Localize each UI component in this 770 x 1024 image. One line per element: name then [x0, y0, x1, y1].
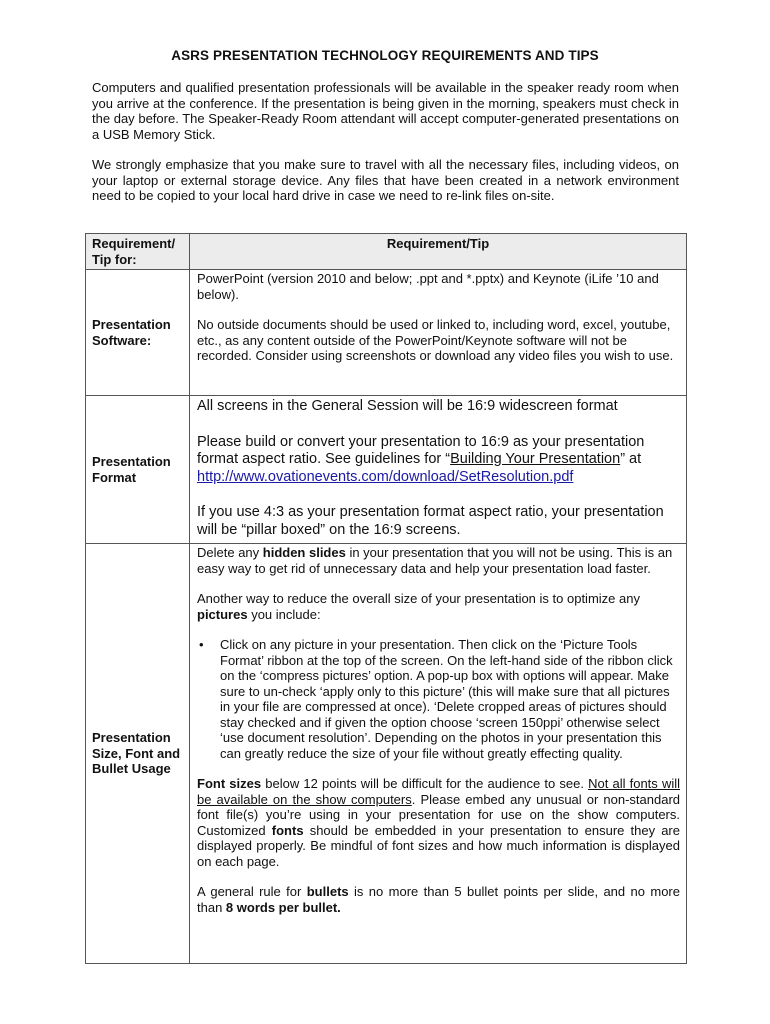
- optimize-pictures-text: Another way to reduce the overall size of your presentation is to optimize any pictures you include:: [197, 591, 640, 622]
- row-content-format: [190, 396, 687, 544]
- set-resolution-url-link[interactable]: http://www.ovationevents.com/download/SetResolution.pdf: [197, 468, 574, 485]
- hidden-slides-text: Delete any hidden slides in your presentation that you will not be using. This is an easy way to get rid of unnecessary data and help your presentation load faster.: [197, 545, 673, 576]
- column-header-requirement: Requirement/Tip: [190, 234, 687, 270]
- bullet-icon: •: [199, 637, 204, 652]
- row-content-size-font-bullet: [190, 544, 687, 964]
- intro-paragraph-2: We strongly emphasize that you make sure to travel with all the necessary files, including videos, on your laptop or external storage device. Any files that have been created in a network environment need to be copied to your local hard drive in case we need to re-link files on-site.: [92, 157, 679, 203]
- table-row: [86, 270, 687, 396]
- intro-paragraph-1: Computers and qualified presentation professionals will be available in the speaker ready room when you arrive at the conference. If the presentation is being given in the morning, speakers must check in the day before. The Speaker-Ready Room attendant will accept computer-generated presentations on a USB Memory Stick.: [92, 80, 679, 142]
- table-row: [86, 544, 687, 964]
- outside-documents-text: No outside documents should be used or linked to, including word, excel, youtube, etc., as any content outside of the PowerPoint/Keynote software will not be recorded. Consider using screenshots or download any video files you wish to use.: [197, 317, 674, 363]
- row-label-size-font-bullet: Presentation Size, Font and Bullet Usage: [86, 544, 190, 964]
- row-content-software: [190, 270, 687, 396]
- requirements-table: [85, 233, 687, 964]
- convert-guideline-text: Please build or convert your presentation to 16:9 as your presentation format aspect ratio. See guidelines for “Building Your Presentation” at http://www.ovationevents.com/download/SetResolution.pdf: [197, 433, 645, 485]
- software-versions-text: PowerPoint (version 2010 and below; .ppt and *.pptx) and Keynote (iLife ’10 and below).: [197, 271, 659, 302]
- pillar-boxed-text: If you use 4:3 as your presentation format aspect ratio, your presentation will be “pillar boxed” on the 16:9 screens.: [197, 504, 664, 538]
- table-header-row: [86, 234, 687, 270]
- bullets-rule-text: A general rule for bullets is no more than 5 bullet points per slide, and no more than 8 words per bullet.: [197, 884, 680, 915]
- list-item: • Click on any picture in your presentation. Then click on the ‘Picture Tools Format’ ribbon at the top of the screen. On the left-hand side of the ribbon click on the ‘compress pictures’ option. A pop-up box with options will appear. Make sure to un-check ‘apply only to this picture’ (this will make sure that all pictures in your file are compressed at once). ‘Delete cropped areas of pictures should stay checked and if given the option choose ‘screen 150ppi’ otherwise select ‘use document resolution’. Depending on the photos in your presentation this can greatly reduce the size of your file without greatly effecting quality.: [199, 637, 673, 761]
- document-title: ASRS PRESENTATION TECHNOLOGY REQUIREMENTS AND TIPS: [171, 48, 599, 63]
- font-sizes-text: Font sizes below 12 points will be difficult for the audience to see. Not all fonts will be available on the show computers. Please embed any unusual or non-standard font file(s) you’re using in your presentation for use on the show computers. Customized fonts should be embedded in your presentation to ensure they are displayed properly. Be mindful of font sizes and how much information is displayed on each page.: [197, 776, 681, 869]
- row-label-software: Presentation Software:: [86, 270, 190, 396]
- row-label-format: Presentation Format: [86, 396, 190, 544]
- table-row: [86, 396, 687, 544]
- column-header-tip-for: Requirement/ Tip for:: [86, 234, 190, 270]
- widescreen-text: All screens in the General Session will be 16:9 widescreen format: [197, 398, 618, 414]
- building-presentation-link[interactable]: Building Your Presentation: [450, 451, 621, 467]
- bullet-list: [197, 637, 680, 761]
